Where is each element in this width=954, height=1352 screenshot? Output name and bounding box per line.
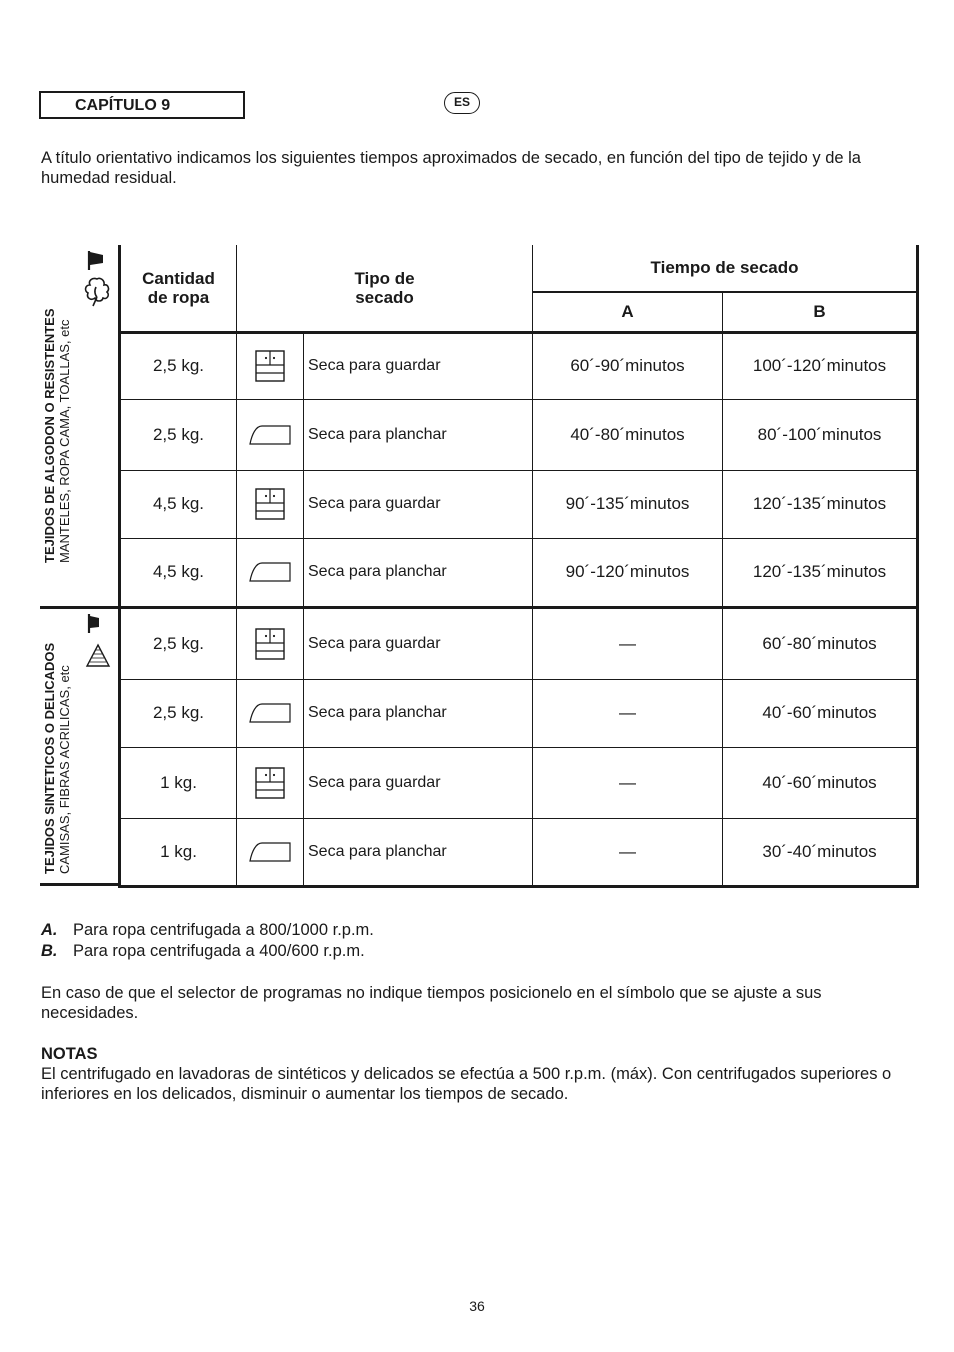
table-row: [120, 538, 918, 607]
group-synthetic-rows: [120, 607, 918, 886]
cell-time-a: —: [533, 747, 723, 818]
cell-description: Seca para planchar: [304, 538, 533, 607]
cell-description: Seca para guardar: [304, 607, 533, 679]
header-col-a: A: [533, 292, 723, 332]
legend-a-text: Para ropa centrifugada a 800/1000 r.p.m.: [73, 921, 374, 939]
cell-quantity: 4,5 kg.: [120, 538, 237, 607]
cell-icon: [237, 470, 304, 538]
cell-time-b: 40´-60´minutos: [723, 679, 918, 747]
page-number: 36: [469, 1298, 485, 1314]
cell-icon: [237, 332, 304, 399]
table-row: [120, 818, 918, 886]
group-title: TEJIDOS SINTETICOS O DELICADOS: [42, 642, 57, 874]
cell-icon: [237, 399, 304, 470]
cell-quantity: 4,5 kg.: [120, 470, 237, 538]
legend-a-key: A.: [41, 921, 58, 939]
iron-icon: [248, 700, 292, 726]
flag-icon: [86, 249, 106, 271]
sidebar-group-cotton: [40, 245, 118, 606]
group-subtitle: MANTELES, ROPA CAMA, TOALLAS, etc: [57, 319, 72, 563]
delicate-triangle-icon: [85, 642, 111, 670]
header-cantidad-line1: Cantidad: [142, 268, 215, 288]
iron-icon: [248, 422, 292, 448]
group-subtitle: CAMISAS, FIBRAS ACRILICAS, etc: [57, 665, 72, 874]
cell-quantity: 2,5 kg.: [120, 332, 237, 399]
cell-quantity: 2,5 kg.: [120, 399, 237, 470]
legend-a: [41, 920, 374, 941]
cell-quantity: 1 kg.: [120, 818, 237, 886]
legend: [41, 920, 374, 962]
cell-time-b: 120´-135´minutos: [723, 470, 918, 538]
cell-icon: [237, 679, 304, 747]
cell-time-a: —: [533, 679, 723, 747]
cell-time-b: 40´-60´minutos: [723, 747, 918, 818]
header-tipo: [237, 245, 533, 332]
table-row: [120, 470, 918, 538]
cell-time-a: —: [533, 818, 723, 886]
cell-quantity: 1 kg.: [120, 747, 237, 818]
cell-quantity: 2,5 kg.: [120, 607, 237, 679]
cell-time-a: —: [533, 607, 723, 679]
iron-icon: [248, 559, 292, 585]
table-row: [120, 332, 918, 399]
cell-time-b: 100´-120´minutos: [723, 332, 918, 399]
iron-icon: [248, 839, 292, 865]
header-cantidad: [120, 245, 237, 332]
cotton-flower-icon: [82, 275, 112, 309]
intro-paragraph: A título orientativo indicamos los siguientes tiempos aproximados de secado, en función del tipo de tejido y de la humedad residual.: [41, 149, 861, 187]
cell-description: Seca para planchar: [304, 818, 533, 886]
cupboard-icon: [255, 628, 285, 660]
cell-icon: [237, 538, 304, 607]
group-label-cotton: [42, 309, 72, 564]
cell-description: Seca para planchar: [304, 399, 533, 470]
legend-b-text: Para ropa centrifugada a 400/600 r.p.m.: [73, 942, 365, 960]
selector-note: En caso de que el selector de programas no indique tiempos posicionelo en el símbolo que se ajuste a sus necesidades.: [41, 984, 822, 1022]
cell-time-a: 90´-135´minutos: [533, 470, 723, 538]
cell-time-b: 80´-100´minutos: [723, 399, 918, 470]
header-col-b: B: [723, 292, 918, 332]
table-row: [120, 399, 918, 470]
sidebar-group-synthetic: [40, 606, 118, 886]
legend-b-key: B.: [41, 942, 58, 960]
cell-time-a: 90´-120´minutos: [533, 538, 723, 607]
chapter-title: CAPÍTULO 9: [39, 91, 245, 119]
cell-description: Seca para guardar: [304, 332, 533, 399]
table-row: [120, 679, 918, 747]
drying-times-table: [118, 245, 919, 888]
cell-time-b: 30´-40´minutos: [723, 818, 918, 886]
header-tipo-line1: Tipo de: [354, 268, 415, 288]
notas-text: El centrifugado en lavadoras de sintéticos y delicados se efectúa a 500 r.p.m. (máx). Con centrifugados superiores o inferiores en los delicados, disminuir o aumentar los tiempos de secado.: [41, 1065, 892, 1103]
flag-icon: [86, 612, 104, 634]
cell-quantity: 2,5 kg.: [120, 679, 237, 747]
cell-time-a: 40´-80´minutos: [533, 399, 723, 470]
cell-icon: [237, 747, 304, 818]
cupboard-icon: [255, 767, 285, 799]
header-tiempo: Tiempo de secado: [533, 245, 918, 292]
cell-icon: [237, 818, 304, 886]
group-label-synthetic: [42, 643, 72, 874]
table-row: [120, 607, 918, 679]
cell-time-b: 120´-135´minutos: [723, 538, 918, 607]
group-title: TEJIDOS DE ALGODON O RESISTENTES: [42, 308, 57, 563]
cell-description: Seca para guardar: [304, 470, 533, 538]
header-cantidad-line2: de ropa: [147, 287, 210, 307]
table-row: [120, 747, 918, 818]
cell-time-a: 60´-90´minutos: [533, 332, 723, 399]
cell-icon: [237, 607, 304, 679]
legend-b: [41, 941, 374, 962]
cupboard-icon: [255, 350, 285, 382]
group-cotton-rows: [120, 332, 918, 607]
cell-description: Seca para planchar: [304, 679, 533, 747]
cell-description: Seca para guardar: [304, 747, 533, 818]
language-badge: ES: [444, 92, 480, 114]
header-tipo-line2: secado: [355, 287, 414, 307]
notas-title: NOTAS: [41, 1045, 98, 1063]
cell-time-b: 60´-80´minutos: [723, 607, 918, 679]
cupboard-icon: [255, 488, 285, 520]
notas-section: [41, 1044, 921, 1104]
